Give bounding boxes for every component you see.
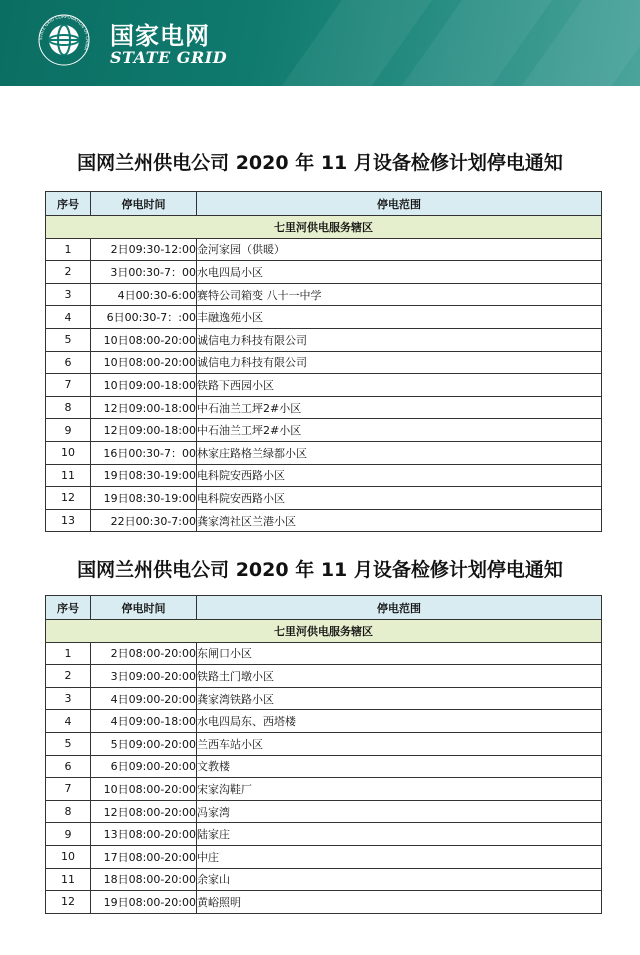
outage-time: 6日09:00-20:00 [91, 755, 197, 778]
row-number: 11 [46, 868, 91, 891]
row-number: 12 [46, 891, 91, 914]
outage-time: 17日08:00-20:00 [91, 845, 197, 868]
row-number: 4 [46, 306, 91, 329]
outage-table [45, 191, 602, 532]
row-number: 2 [46, 665, 91, 688]
outage-time: 22日00:30-7:00 [91, 509, 197, 532]
table-header-row [46, 192, 602, 216]
outage-time: 16日00:30-7：00 [91, 441, 197, 464]
row-number: 2 [46, 261, 91, 284]
table-row [46, 306, 602, 329]
outage-time: 2日09:30-12:00 [91, 238, 197, 261]
outage-scope: 兰西车站小区 [197, 732, 602, 755]
row-number: 10 [46, 845, 91, 868]
outage-time: 3日09:00-20:00 [91, 665, 197, 688]
brand-name-cn: 国家电网 [110, 22, 210, 50]
outage-time: 10日08:00-20:00 [91, 778, 197, 801]
outage-time: 10日08:00-20:00 [91, 351, 197, 374]
row-number: 6 [46, 351, 91, 374]
notice-title: 国网兰州供电公司 2020 年 11 月设备检修计划停电通知 [77, 152, 563, 174]
table-row [46, 396, 602, 419]
table-row [46, 778, 602, 801]
row-number: 7 [46, 374, 91, 397]
row-number: 9 [46, 419, 91, 442]
outage-scope: 水电四局东、西塔楼 [197, 710, 602, 733]
state-grid-logo-icon [38, 14, 90, 66]
outage-scope: 林家庄路格兰绿都小区 [197, 441, 602, 464]
outage-scope: 诚信电力科技有限公司 [197, 328, 602, 351]
row-number: 9 [46, 823, 91, 846]
table-header-row [46, 596, 602, 620]
row-number: 12 [46, 487, 91, 510]
column-header-time: 停电时间 [91, 192, 197, 216]
outage-scope: 文教楼 [197, 755, 602, 778]
outage-time: 2日08:00-20:00 [91, 642, 197, 665]
outage-time: 5日09:00-20:00 [91, 732, 197, 755]
outage-scope: 金河家园（供暖） [197, 238, 602, 261]
row-number: 3 [46, 283, 91, 306]
table-row [46, 509, 602, 532]
table-row [46, 868, 602, 891]
row-number: 10 [46, 441, 91, 464]
outage-scope: 龚家湾铁路小区 [197, 687, 602, 710]
section-row [46, 216, 602, 239]
table-row [46, 238, 602, 261]
outage-scope: 黄峪照明 [197, 891, 602, 914]
table-row [46, 328, 602, 351]
table-row [46, 374, 602, 397]
outage-scope: 龚家湾社区兰港小区 [197, 509, 602, 532]
table-row [46, 665, 602, 688]
table-row [46, 283, 602, 306]
outage-scope: 赛特公司箱变 八十一中学 [197, 283, 602, 306]
section-label: 七里河供电服务辖区 [46, 216, 602, 239]
table-row [46, 755, 602, 778]
column-header-scope: 停电范围 [197, 192, 602, 216]
outage-scope: 丰融逸苑小区 [197, 306, 602, 329]
table-row [46, 642, 602, 665]
outage-scope: 陆家庄 [197, 823, 602, 846]
outage-scope: 中庄 [197, 845, 602, 868]
outage-time: 12日09:00-18:00 [91, 396, 197, 419]
outage-scope: 水电四局小区 [197, 261, 602, 284]
row-number: 13 [46, 509, 91, 532]
notice-title: 国网兰州供电公司 2020 年 11 月设备检修计划停电通知 [77, 559, 563, 581]
outage-time: 18日08:00-20:00 [91, 868, 197, 891]
outage-scope: 东闸口小区 [197, 642, 602, 665]
row-number: 1 [46, 642, 91, 665]
row-number: 1 [46, 238, 91, 261]
outage-scope: 中石油兰工坪2#小区 [197, 396, 602, 419]
table-row [46, 823, 602, 846]
table-row [46, 261, 602, 284]
outage-scope: 冯家湾 [197, 800, 602, 823]
table-row [46, 419, 602, 442]
outage-scope: 诚信电力科技有限公司 [197, 351, 602, 374]
outage-time: 4日09:00-18:00 [91, 710, 197, 733]
outage-scope: 中石油兰工坪2#小区 [197, 419, 602, 442]
table-row [46, 441, 602, 464]
row-number: 3 [46, 687, 91, 710]
row-number: 8 [46, 396, 91, 419]
table-row [46, 891, 602, 914]
outage-time: 10日08:00-20:00 [91, 328, 197, 351]
row-number: 5 [46, 328, 91, 351]
table-row [46, 710, 602, 733]
table-row [46, 487, 602, 510]
row-number: 5 [46, 732, 91, 755]
outage-time: 12日09:00-18:00 [91, 419, 197, 442]
svg-text:STATE GRID CORPORATION OF CHIN: STATE GRID CORPORATION OF CHINA [38, 14, 90, 51]
column-header-scope: 停电范围 [197, 596, 602, 620]
column-header-no: 序号 [46, 596, 91, 620]
outage-time: 6日00:30-7：:00 [91, 306, 197, 329]
table-row [46, 464, 602, 487]
table-row [46, 351, 602, 374]
column-header-no: 序号 [46, 192, 91, 216]
row-number: 11 [46, 464, 91, 487]
outage-time: 10日09:00-18:00 [91, 374, 197, 397]
outage-time: 12日08:00-20:00 [91, 800, 197, 823]
outage-scope: 电科院安西路小区 [197, 464, 602, 487]
brand-name-en: STATE GRID [110, 48, 228, 67]
outage-scope: 铁路土门墩小区 [197, 665, 602, 688]
outage-time: 3日00:30-7：00 [91, 261, 197, 284]
outage-scope: 铁路下西园小区 [197, 374, 602, 397]
outage-time: 4日00:30-6:00 [91, 283, 197, 306]
row-number: 7 [46, 778, 91, 801]
outage-time: 13日08:00-20:00 [91, 823, 197, 846]
outage-scope: 电科院安西路小区 [197, 487, 602, 510]
outage-time: 19日08:30-19:00 [91, 487, 197, 510]
table-row [46, 732, 602, 755]
outage-table [45, 595, 602, 914]
section-row [46, 620, 602, 643]
outage-time: 19日08:30-19:00 [91, 464, 197, 487]
outage-scope: 余家山 [197, 868, 602, 891]
column-header-time: 停电时间 [91, 596, 197, 620]
outage-time: 19日08:00-20:00 [91, 891, 197, 914]
outage-scope: 宋家沟鞋厂 [197, 778, 602, 801]
table-row [46, 845, 602, 868]
table-row [46, 800, 602, 823]
section-label: 七里河供电服务辖区 [46, 620, 602, 643]
header-banner [0, 0, 640, 86]
row-number: 8 [46, 800, 91, 823]
row-number: 6 [46, 755, 91, 778]
table-row [46, 687, 602, 710]
row-number: 4 [46, 710, 91, 733]
outage-time: 4日09:00-20:00 [91, 687, 197, 710]
